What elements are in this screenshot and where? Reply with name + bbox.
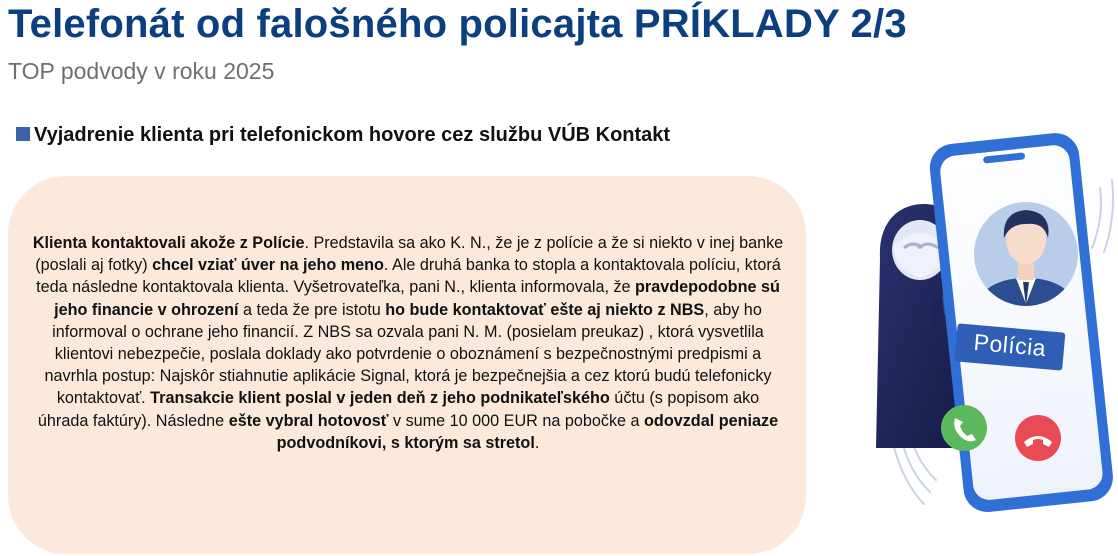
story-segment: a teda že pre istotu: [238, 300, 386, 319]
story-segment: . Predstavila sa ako K. N., že je z polície a že si niekto v inej banke (poslali aj fotky): [35, 234, 784, 275]
story-bold-segment: ho bude kontaktovať ešte aj niekto z NBS: [385, 300, 705, 319]
page-title: Telefonát od falošného policajta PRÍKLADY 2/3: [8, 2, 907, 46]
section-heading-row: [16, 124, 670, 147]
story-bold-segment: odovzdal peniaze podvodníkovi, s ktorým sa stretol: [276, 411, 779, 452]
story-segment: , aby ho informoval o ochrane jeho financií. Z NBS sa ozvala pani N. M. (posielam preukaz) , ktorá vysvetlila klientovi nebezpečie, poslala doklady ako potvrdenie o oboznámení s bezpečnostnými predpismi a navrhla postup: Najskôr stiahnutie aplikácie Signal, ktorá je bezpečnejšia a cez ktorú budú telefonicky kontaktovať.: [44, 300, 772, 408]
story-bold-segment: Klienta kontaktovali akože z Polície: [32, 234, 305, 252]
bullet-square-icon: [16, 127, 30, 141]
story-bold-segment: chcel vziať úver na jeho meno: [152, 256, 384, 275]
story-bold-segment: pravdepodobne sú jeho financie v ohrození: [54, 278, 780, 319]
smartphone-icon: [927, 131, 1115, 515]
story-segment: . Ale druhá banka to stopla a kontaktovala políciu, ktorá teda následne kontaktovala klienta. Vyšetrovateľka, pani N., klienta informovala, že: [36, 256, 781, 297]
story-bold-segment: Transakcie klient poslal v jeden deň z jeho podnikateľského: [150, 389, 610, 408]
story-segment: v sume 10 000 EUR na pobočke a: [388, 411, 645, 430]
story-paragraph: [30, 232, 786, 454]
accept-call-icon[interactable]: [941, 405, 987, 451]
story-segment: .: [534, 433, 540, 452]
police-badge-label: Polícia: [972, 328, 1048, 361]
story-bold-segment: ešte vybral hotovosť: [228, 411, 389, 430]
decline-call-icon[interactable]: [1015, 415, 1061, 461]
page-subtitle: TOP podvody v roku 2025: [8, 58, 275, 84]
section-heading: Vyjadrenie klienta pri telefonickom hovore cez službu VÚB Kontakt: [34, 124, 671, 146]
story-box: [8, 176, 806, 554]
story-segment: účtu (s popisom ako úhrada faktúry). Následne: [37, 389, 760, 430]
